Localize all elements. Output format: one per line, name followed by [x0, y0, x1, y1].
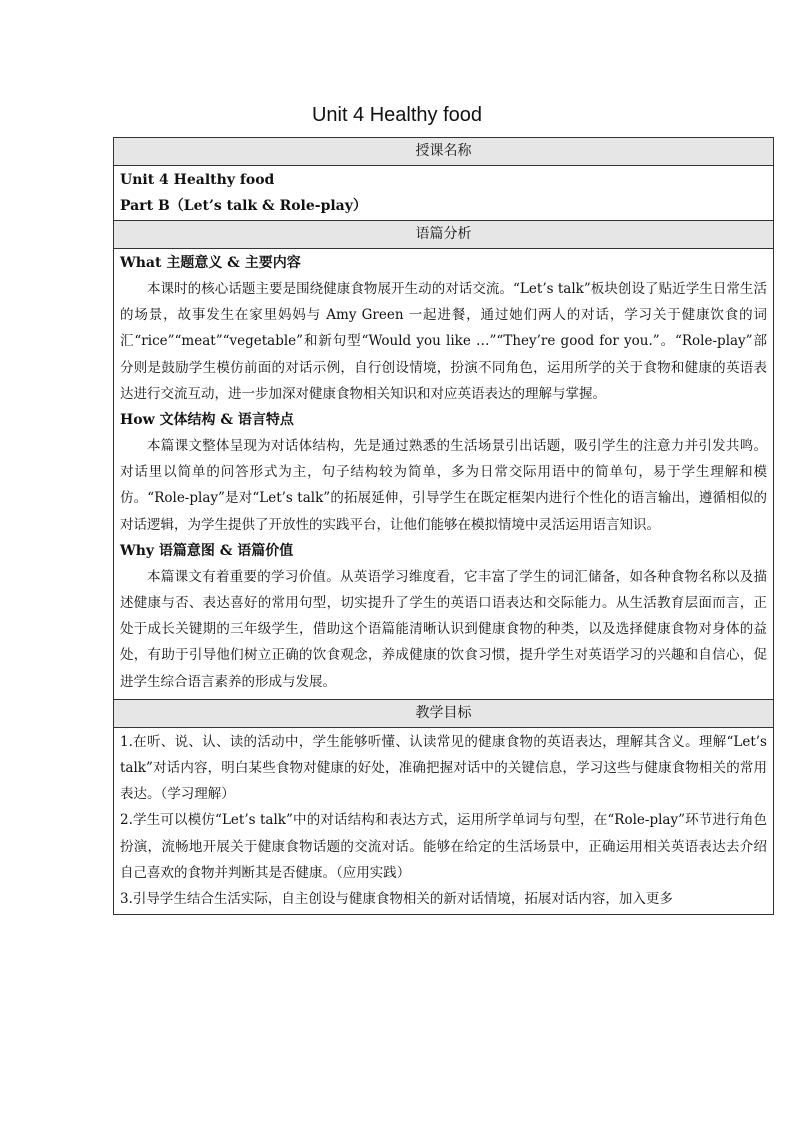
objective-item-3: 3.引导学生结合生活实际，自主创设与健康食物相关的新对话情境，拓展对话内容，加入更多	[120, 891, 673, 908]
course-name-header: 授课名称	[114, 138, 774, 166]
lesson-plan-table	[113, 137, 774, 915]
why-paragraph: 本篇课文有着重要的学习价值。从英语学习维度看，它丰富了学生的词汇储备，如各种食物名称以及描述健康与否、表达喜好的常用句型，切实提升了学生的英语口语表达和交际能力。从生活教育层面而言，正处于成长关键期的三年级学生，借助这个语篇能清晰认识到健康食物的种类，以及选择健康食物对身体的益处，有助于引导他们树立正确的饮食观念，养成健康的饮食习惯，提升学生对英语学习的兴趣和自信心，促进学生综合语言素养的形成与发展。	[120, 568, 767, 690]
course-name-header-row	[114, 138, 774, 166]
text-analysis-header-row	[114, 221, 774, 249]
text-analysis-header: 语篇分析	[114, 221, 774, 249]
objectives-header: 教学目标	[114, 699, 774, 727]
text-analysis-row	[114, 249, 774, 700]
document-title: Unit 4 Healthy food	[311, 104, 483, 126]
course-part-title: Part B（Let’s talk & Role-play）	[120, 198, 367, 214]
how-paragraph: 本篇课文整体呈现为对话体结构，先是通过熟悉的生活场景引出话题，吸引学生的注意力并引发共鸣。对话里以简单的问答形式为主，句子结构较为简单，多为日常交际用语中的简单句，易于学生理解和模仿。“Role-play”是对“Let’s talk”的拓展延伸，引导学生在既定框架内进行个性化的语言输出，遵循相似的对话逻辑，为学生提供了开放性的实践平台，让他们能够在模拟情境中灵活运用语言知识。	[120, 438, 767, 533]
how-heading: How 文体结构 & 语言特点	[120, 412, 294, 429]
why-heading: Why 语篇意图 & 语篇价值	[120, 542, 294, 559]
objective-item-1: 1.在听、说、认、读的活动中，学生能够听懂、认读常见的健康食物的英语表达，理解其含义。理解“Let’s talk”对话内容，明白某些食物对健康的好处，准确把握对话中的关键信息，学习这些与健康食物相关的常用表达。（学习理解）	[120, 733, 767, 803]
objective-item-2: 2.学生可以模仿“Let’s talk”中的对话结构和表达方式，运用所学单词与句型，在“Role-play”环节进行角色扮演，流畅地开展关于健康食物话题的交流对话。能够在给定的生活场景中，正确运用相关英语表达去介绍自己喜欢的食物并判断其是否健康。（应用实践）	[120, 812, 767, 881]
objectives-header-row	[114, 699, 774, 727]
course-name-cell	[114, 166, 774, 221]
text-analysis-cell	[114, 249, 774, 700]
what-paragraph: 本课时的核心话题主要是围绕健康食物展开生动的对话交流。“Let’s talk”板块创设了贴近学生日常生活的场景，故事发生在家里妈妈与 Amy Green 一起进餐，通过她们两人的对话，学习关于健康饮食的词汇“rice”“meat”“vegetable”和新句型“Would you like …”“They’re good for you.”。“Role-play”部分则是鼓励学生模仿前面的对话示例，自行创设情境，扮演不同角色，运用所学的关于食物和健康的英语表达进行交流互动，进一步加深对健康食物相关知识和对应英语表达的理解与掌握。	[120, 281, 767, 402]
objectives-row	[114, 727, 774, 914]
what-heading: What 主题意义 & 主要内容	[120, 255, 301, 271]
course-unit-title: Unit 4 Healthy food	[120, 172, 275, 188]
objectives-cell	[114, 727, 774, 914]
course-name-row	[114, 166, 774, 221]
